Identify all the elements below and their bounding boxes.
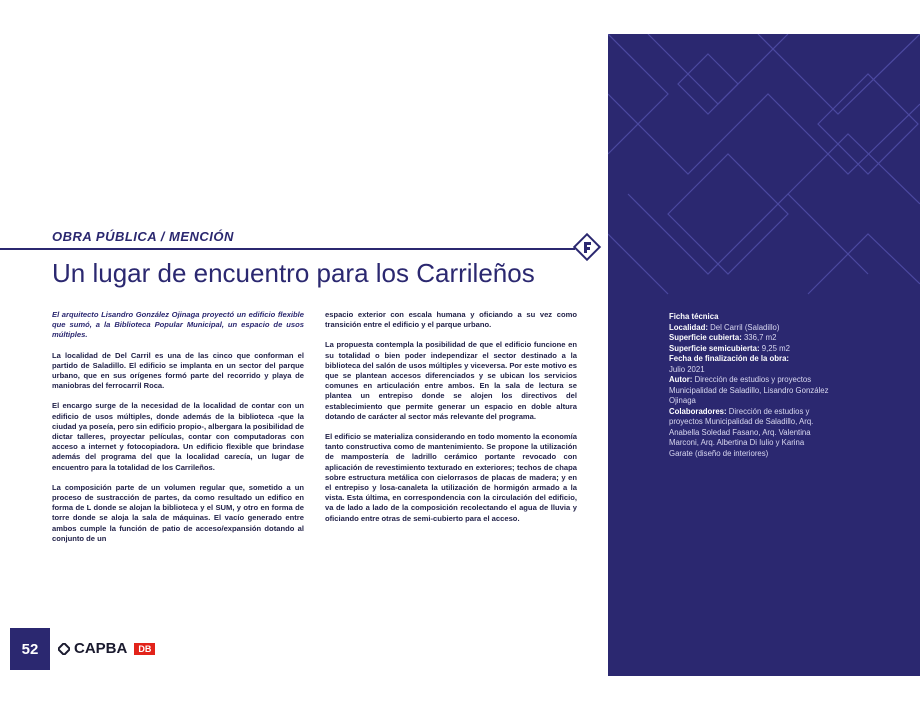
author-row: Autor: Dirección de estudios y proyectos Municipalidad de Saladillo, Lisandro González Ojinaga [669, 375, 829, 405]
text-column-2 [325, 310, 577, 534]
capba-logo-icon [58, 643, 70, 655]
body-paragraph: El encargo surge de la necesidad de la localidad de contar con un edificio de usos múltiples, donde además de la biblioteca -que la ciudad ya poseía, pero sin edificio propio-, albergara la posibilidad de dictar talleres, proyectar películas, contar con computadoras con acceso a internet y fotocopiadora. Un edificio flexible que brindase además del programa del que la localidad carecía, un lugar de encuentro para la totalidad de los Carrileños. [52, 401, 304, 472]
body-paragraph: La localidad de Del Carril es una de las cinco que conforman el partido de Saladillo. El edificio se implanta en un sector del parque urbano, que en sus orígenes formó parte del recorrido y playa de maniobras del ferrocarril Roca. [52, 350, 304, 391]
brand-logo [58, 640, 155, 657]
text-column-1 [52, 310, 304, 554]
covered-area-row: Superficie cubierta: 336,7 m2 [669, 333, 777, 342]
body-paragraph: La propuesta contempla la posibilidad de que el edificio funcione en su totalidad o bien poder independizar el sector destinado a la biblioteca del salón de usos múltiples y viceversa. Por este motivo es que se plantean accesos diferenciados y se ubican los servicios comunes en articulación entre ambos. En la sala de lectura se plantea un entrepiso donde se alojen los directivos del establecimiento que permite generar un espacio en doble altura dotando de carácter al sector más relevante del programa. [325, 340, 577, 421]
semicovered-area-row: Superficie semicubierta: 9,25 m2 [669, 343, 790, 353]
completion-date-row: Fecha de finalización de la obra: Julio 2021 [669, 354, 790, 374]
brand-name: CAPBA [74, 640, 128, 657]
body-paragraph: El edificio se materializa considerando en todo momento la economía tanto constructiva como de mantenimiento. Se propone la utilización de mampostería de ladrillo cerámico portante revocado con aplicación de revestimiento texturado en exteriores; techos de chapa sobre estructura metálica con cielorrasos de placas de madera; y en el entrepiso y losa-canaleta la utilización de hormigón armado a la vista. Esta última, en correspondencia con la circulación del edificio, va de lado a lado de la composición recolectando el agua de lluvia y oficiando entre otras de semi-cubierto para el acceso. [325, 432, 577, 523]
header-rule [0, 248, 575, 250]
brand-badge: DB [134, 643, 155, 655]
technical-sheet-title: Ficha técnica [669, 312, 719, 321]
capba-diamond-icon [572, 232, 602, 262]
lead-paragraph: El arquitecto Lisandro González Ojinaga proyectó un edificio flexible que sumó, a la Biblioteca Popular Municipal, un espacio de usos múltiples. [52, 310, 304, 340]
article-title: Un lugar de encuentro para los Carrileños [52, 258, 535, 288]
body-paragraph: La composición parte de un volumen regular que, sometido a un proceso de sustracción de partes, da como resultado un edifico en forma de L donde se alojan la biblioteca y el SUM, y otro en forma de torre donde se aloja la sala de máquinas. El vacío generado entre ambos cumple la función de patio de acceso/expansión dotando al conjunto de un [52, 482, 304, 543]
body-paragraph: espacio exterior con escala humana y oficiando a su vez como transición entre el edificio y el parque urbano. [325, 310, 577, 330]
location-row: Localidad: Del Carril (Saladillo) [669, 322, 780, 332]
page-number: 52 [10, 628, 50, 670]
technical-sheet [669, 312, 829, 459]
section-label: OBRA PÚBLICA / MENCIÓN [52, 229, 234, 244]
collaborators-row: Colaboradores: Dirección de estudios y proyectos Municipalidad de Saladillo, Arq. Anabella Soledad Fasano, Arq. Valentina Marconi, Arq. Albertina Di Iulio y Karina Garate (diseño de interiores) [669, 406, 814, 458]
